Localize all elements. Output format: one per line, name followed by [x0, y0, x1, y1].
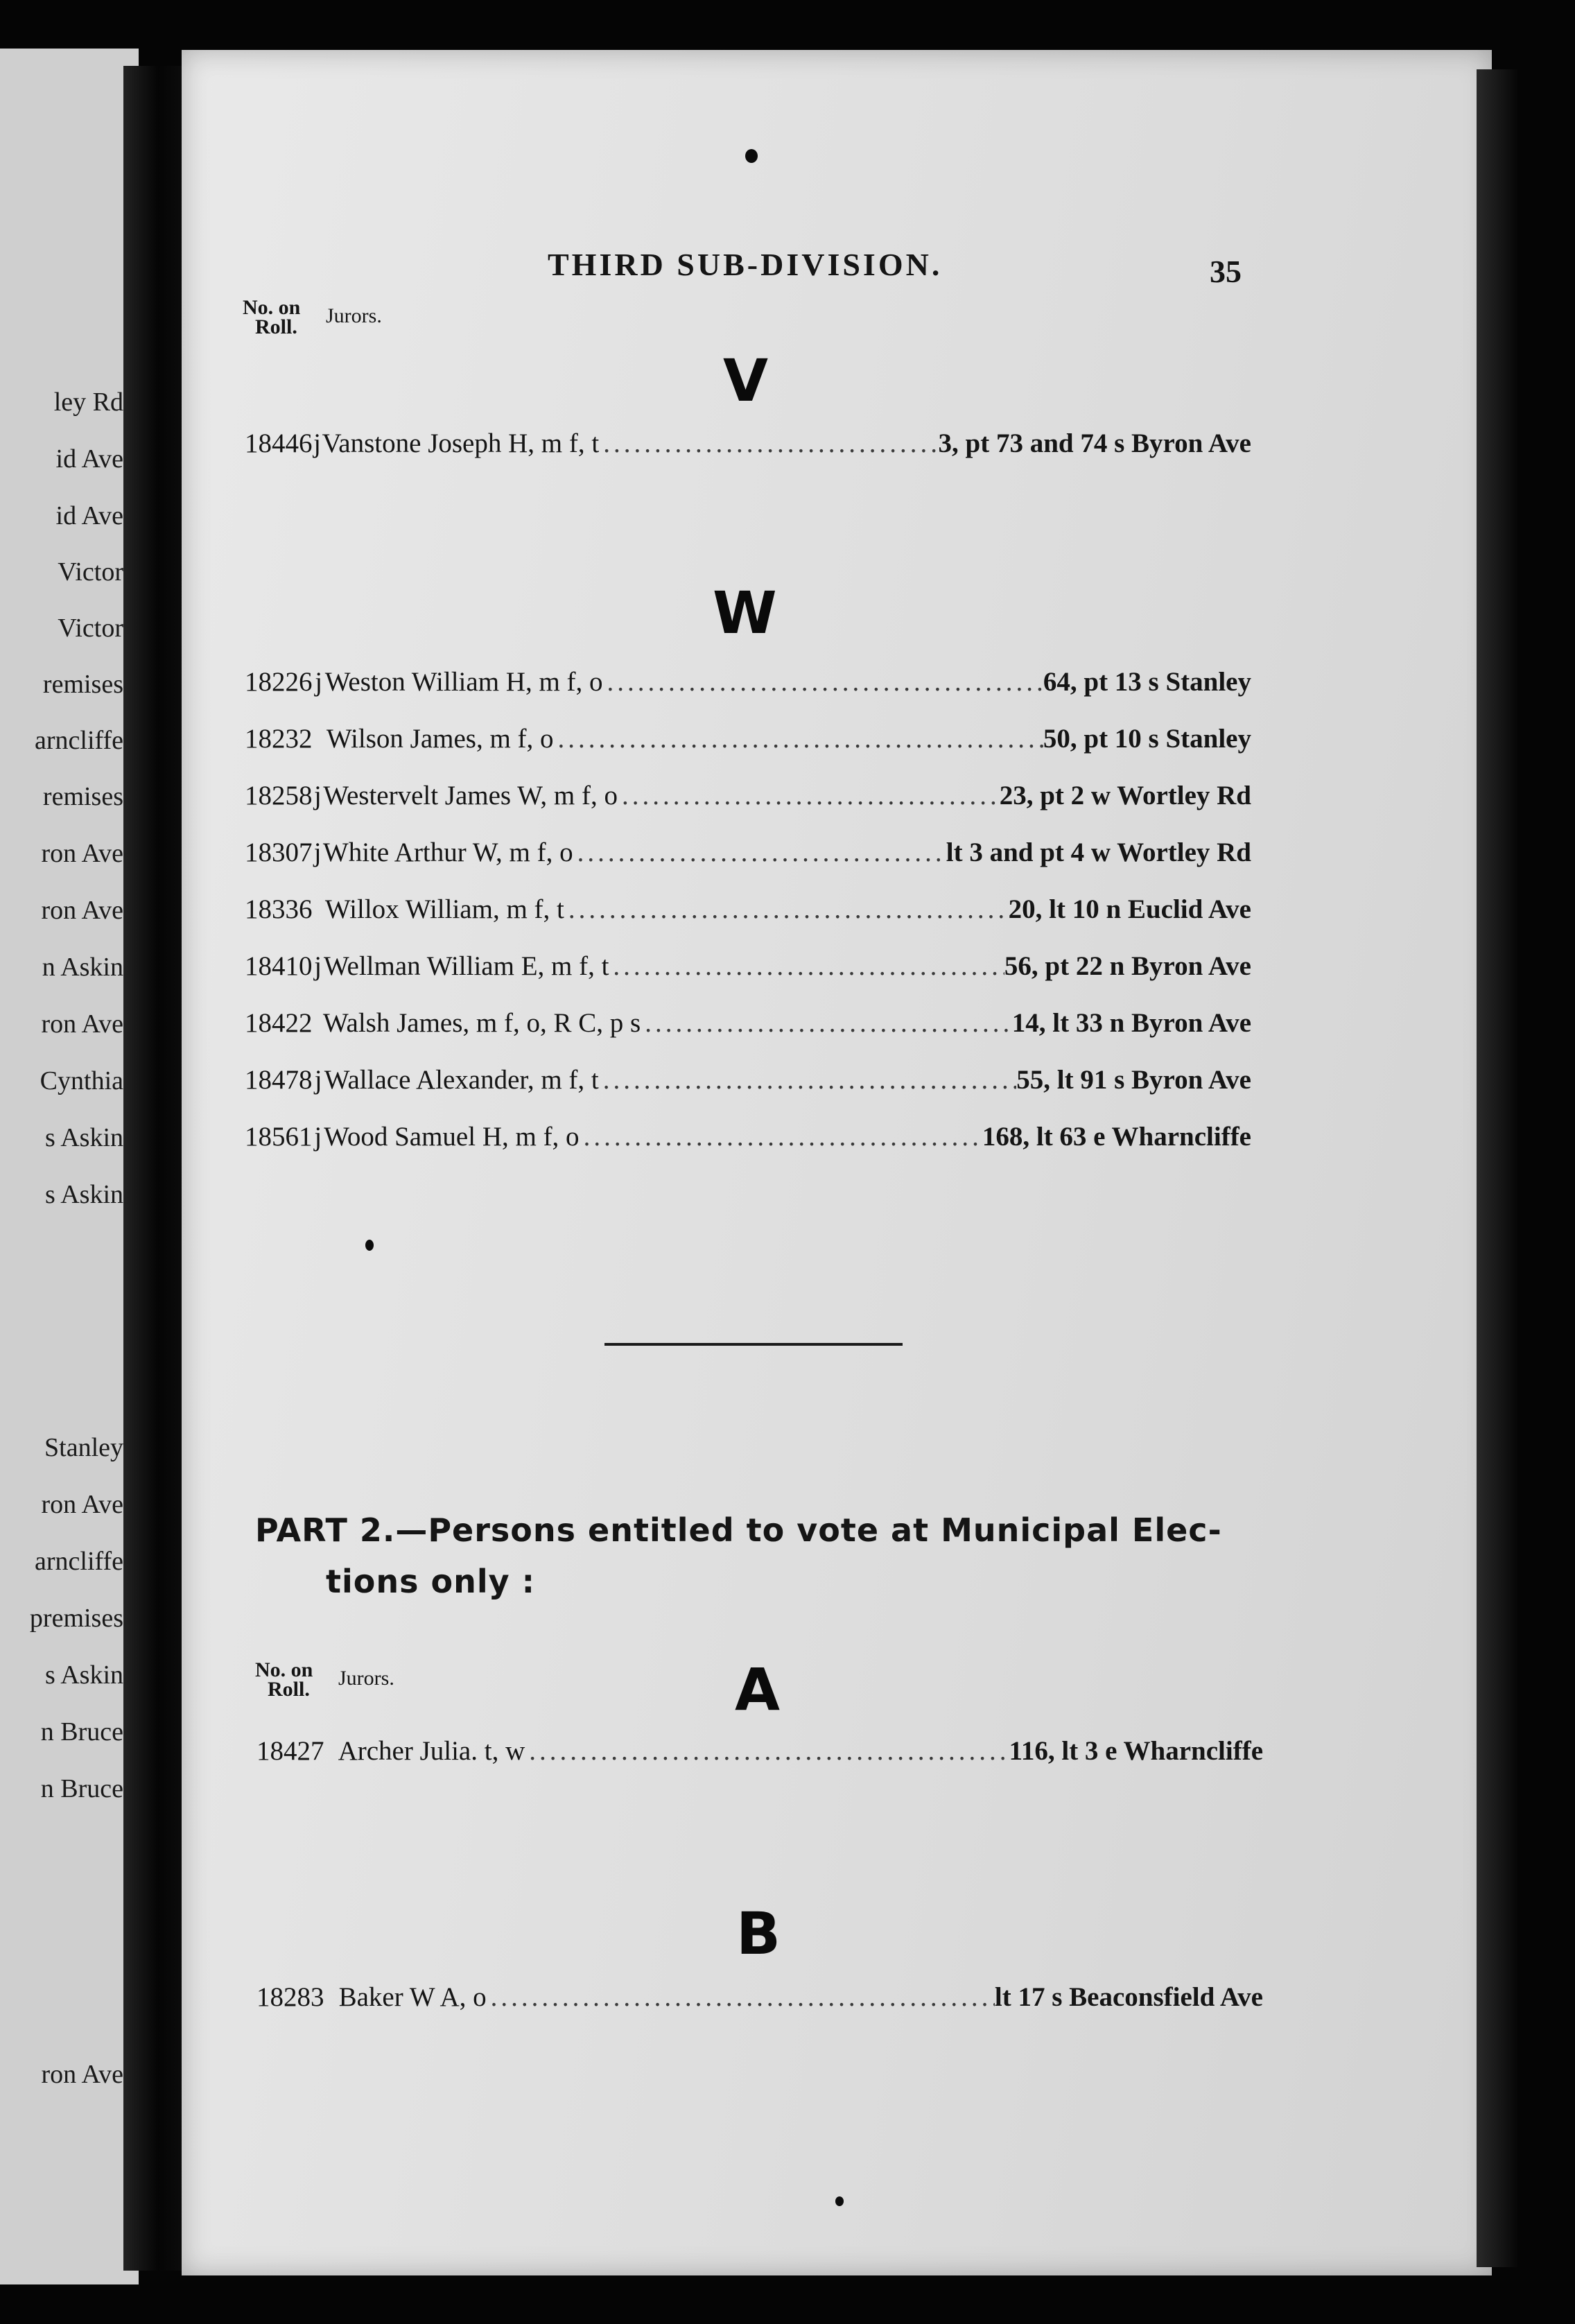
leader-dots	[580, 1119, 982, 1155]
facing-page-text: arncliffe	[35, 726, 123, 755]
facing-page-fragment	[0, 49, 139, 2284]
facing-page-text: Victor	[58, 614, 123, 643]
voter-name: Archer Julia. t, w	[338, 1736, 525, 1766]
voter-address: 55, lt 91 s Byron Ave	[1016, 1065, 1251, 1095]
facing-page-text: ron Ave	[41, 896, 123, 925]
facing-page-text: ron Ave	[41, 1490, 123, 1519]
voter-name: Westervelt James W, m f, o	[323, 781, 618, 810]
ink-speck	[745, 149, 758, 163]
juror-mark: j	[314, 951, 322, 981]
voter-address: 168, lt 63 e Wharncliffe	[982, 1122, 1251, 1152]
facing-page-text: s Askin	[45, 1660, 123, 1690]
juror-mark	[324, 1979, 339, 2015]
ink-speck	[835, 2196, 844, 2206]
facing-page-text: n Askin	[42, 953, 123, 982]
part-2-heading-line2: tions only :	[326, 1563, 536, 1600]
voter-entry	[245, 1119, 1251, 1155]
voter-name: Baker W A, o	[338, 1982, 487, 2012]
voter-name: Vanstone Joseph H, m f, t	[322, 428, 600, 458]
facing-page-text: premises	[29, 1604, 123, 1633]
facing-page-text: remises	[42, 782, 123, 811]
roll-number: 18336	[245, 894, 313, 924]
facing-page-text: s Askin	[45, 1123, 123, 1152]
roll-number: 18410	[245, 951, 313, 981]
juror-mark: j	[314, 1065, 322, 1095]
voter-name: Wood Samuel H, m f, o	[324, 1122, 580, 1152]
jurors-label: Jurors.	[326, 304, 382, 327]
facing-page-text: arncliffe	[35, 1547, 123, 1576]
section-divider	[604, 1343, 903, 1346]
voter-address: 23, pt 2 w Wortley Rd	[999, 781, 1251, 810]
voter-address: lt 17 s Beaconsfield Ave	[994, 1982, 1263, 2012]
roll-number: 18258	[245, 781, 313, 810]
voter-address: 14, lt 33 n Byron Ave	[1011, 1008, 1251, 1038]
leader-dots	[573, 835, 946, 871]
voter-name: Willox William, m f, t	[324, 894, 564, 924]
voter-name: White Arthur W, m f, o	[322, 838, 573, 867]
voter-entry	[245, 778, 1251, 814]
voter-address: 116, lt 3 e Wharncliffe	[1009, 1736, 1263, 1766]
roll-number: 18226	[245, 667, 313, 697]
voter-address: 56, pt 22 n Byron Ave	[1004, 951, 1251, 981]
juror-mark	[324, 1733, 338, 1769]
roll-number: 18446	[245, 428, 313, 458]
leader-dots	[603, 664, 1043, 700]
facing-page-text: ron Ave	[41, 1009, 123, 1039]
page-number: 35	[1210, 254, 1242, 289]
voter-entry	[245, 664, 1251, 700]
voter-address: 50, pt 10 s Stanley	[1043, 724, 1251, 754]
voter-entry	[245, 426, 1251, 462]
facing-page-text: Cynthia	[40, 1066, 123, 1095]
page-edge-shadow	[1477, 69, 1518, 2267]
roll-number: 18427	[256, 1736, 324, 1766]
roll-label-line1: No. on	[243, 296, 301, 319]
voter-address: 20, lt 10 n Euclid Ave	[1008, 894, 1251, 924]
section-letter-a: A	[735, 1656, 781, 1724]
juror-mark	[313, 1005, 323, 1041]
roll-number: 18283	[256, 1982, 324, 2012]
voter-name: Walsh James, m f, o, R C, p s	[322, 1008, 641, 1038]
roll-number: 18561	[245, 1122, 313, 1152]
leader-dots	[618, 778, 1000, 814]
voter-address: 3, pt 73 and 74 s Byron Ave	[938, 428, 1251, 458]
facing-page-text: n Bruce	[40, 1717, 123, 1746]
juror-mark	[313, 721, 327, 757]
part-2-heading	[255, 1504, 1267, 1607]
leader-dots	[487, 1979, 995, 2015]
roll-label-line2: Roll.	[255, 315, 297, 338]
facing-page-text: s Askin	[45, 1180, 123, 1209]
facing-page-text: ley Rd	[53, 388, 123, 417]
leader-dots	[554, 721, 1043, 757]
facing-page-text: id Ave	[55, 444, 123, 474]
voter-entry	[245, 1062, 1251, 1098]
voter-entry	[245, 948, 1251, 985]
voter-entry	[245, 892, 1251, 928]
voter-address: 64, pt 13 s Stanley	[1043, 667, 1251, 697]
facing-page-text: ron Ave	[41, 2060, 123, 2089]
section-letter-w: W	[713, 579, 777, 647]
juror-mark	[313, 892, 325, 928]
leader-dots	[641, 1005, 1012, 1041]
juror-mark: j	[315, 667, 323, 697]
roll-label-line2: Roll.	[268, 1678, 310, 1701]
facing-page-text: remises	[42, 670, 123, 699]
jurors-label: Jurors.	[338, 1667, 394, 1690]
facing-page-text: n Bruce	[40, 1774, 123, 1803]
juror-mark: j	[313, 428, 321, 458]
juror-mark: j	[313, 781, 322, 810]
juror-mark: j	[313, 838, 322, 867]
voter-entry	[245, 1005, 1251, 1041]
facing-page-text: Victor	[58, 557, 123, 587]
voter-name: Weston William H, m f, o	[324, 667, 603, 697]
roll-number: 18422	[245, 1008, 313, 1038]
part-2-heading-line1: PART 2.—Persons entitled to vote at Municipal Elec-	[255, 1511, 1222, 1549]
leader-dots	[564, 892, 1009, 928]
voter-name: Wallace Alexander, m f, t	[324, 1065, 599, 1095]
leader-dots	[599, 1062, 1017, 1098]
voter-entry	[256, 1733, 1263, 1769]
voter-entry	[245, 835, 1251, 871]
column-header	[255, 1658, 394, 1701]
leader-dots	[525, 1733, 1009, 1769]
section-letter-v: V	[723, 347, 769, 415]
voter-entry	[245, 721, 1251, 757]
page-title: THIRD SUB-DIVISION.	[548, 247, 943, 282]
column-header	[243, 296, 382, 338]
facing-page-text: Stanley	[44, 1433, 123, 1462]
voter-name: Wellman William E, m f, t	[323, 951, 609, 981]
voter-address: lt 3 and pt 4 w Wortley Rd	[946, 838, 1251, 867]
ink-speck	[365, 1240, 374, 1251]
page-background	[182, 50, 1492, 2275]
section-letter-b: B	[736, 1900, 781, 1968]
roll-number: 18307	[245, 838, 313, 867]
facing-page-text: ron Ave	[41, 839, 123, 868]
leader-dots	[609, 948, 1004, 985]
roll-number: 18478	[245, 1065, 313, 1095]
voter-entry	[256, 1979, 1263, 2015]
roll-label-line1: No. on	[255, 1658, 313, 1681]
juror-mark: j	[314, 1122, 322, 1152]
roll-number: 18232	[245, 724, 313, 754]
facing-page-text: id Ave	[55, 501, 123, 530]
voter-name: Wilson James, m f, o	[326, 724, 554, 754]
leader-dots	[599, 426, 938, 462]
